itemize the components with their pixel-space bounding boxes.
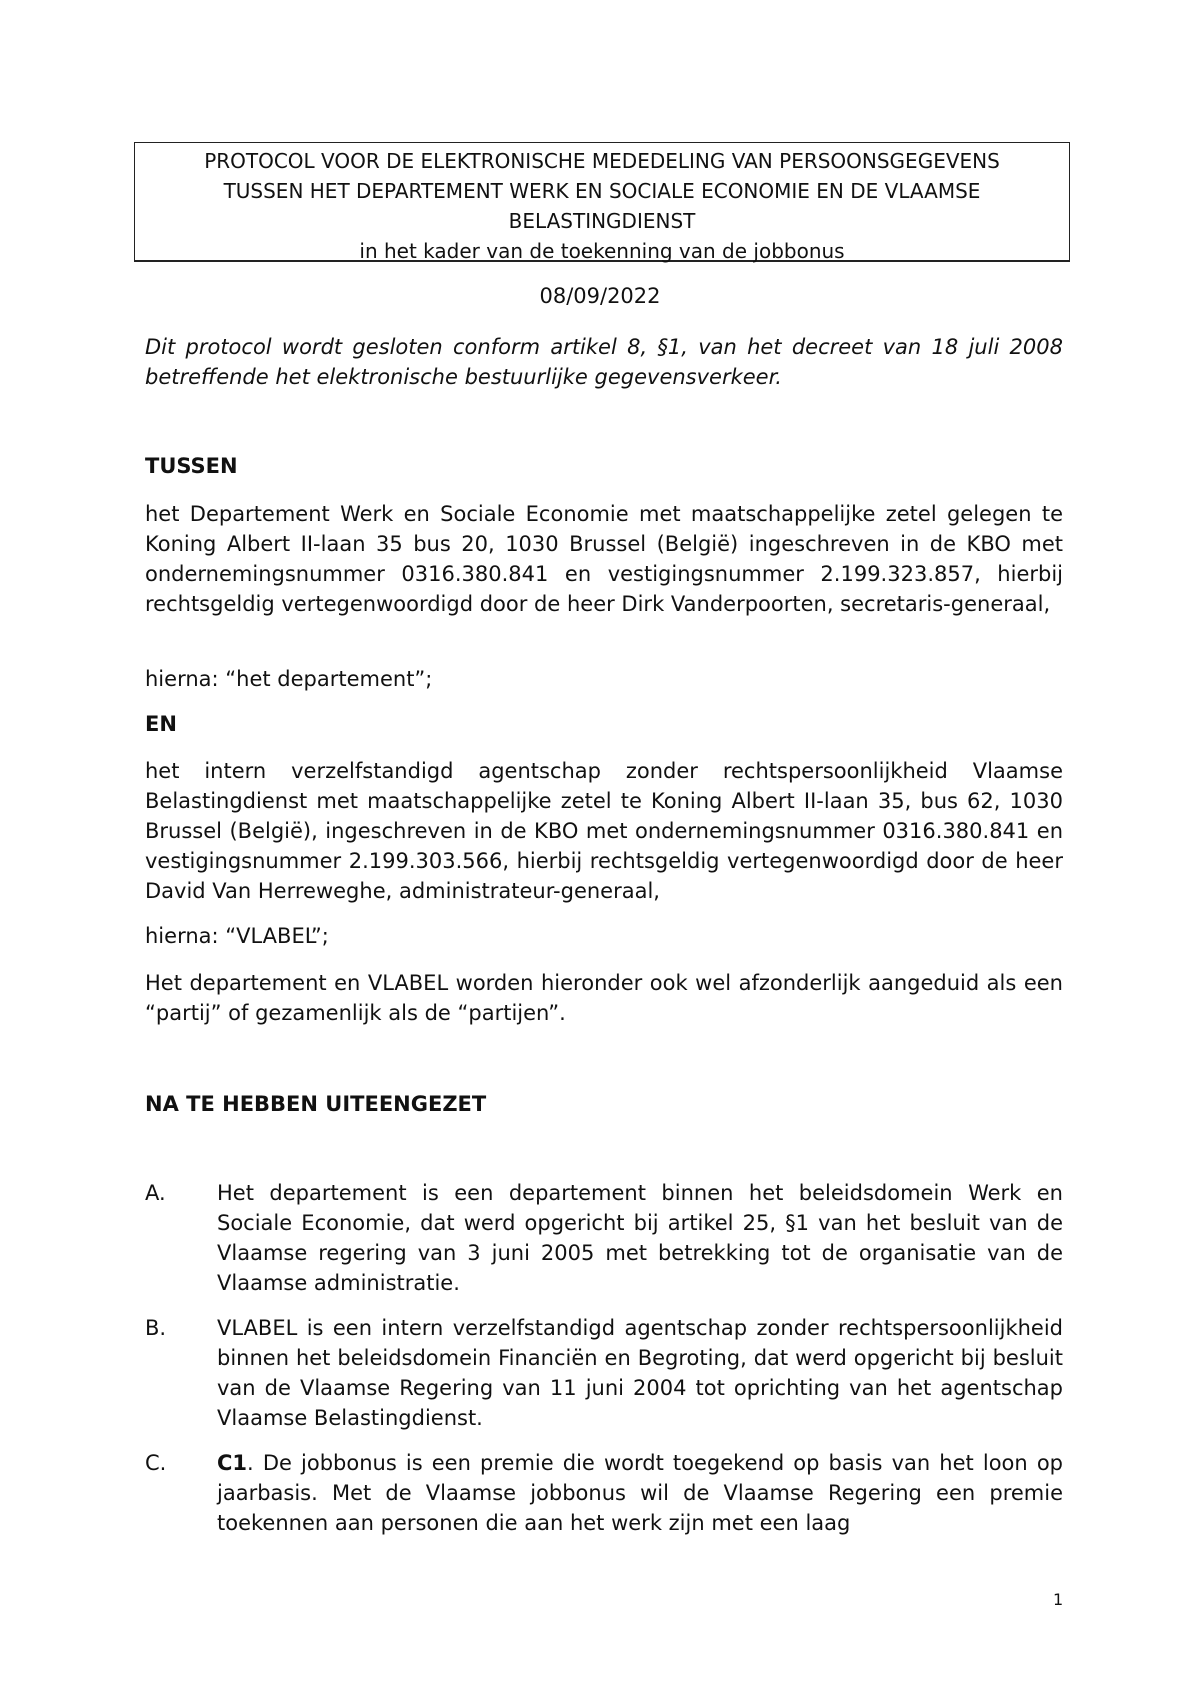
party1-paragraph bbox=[145, 499, 1063, 619]
list-letter: C. bbox=[145, 1451, 167, 1475]
title-box bbox=[134, 142, 1070, 262]
list-item-text: VLABEL is een intern verzelfstandigd agentschap zonder rechtspersoonlijkheid binnen het beleidsdomein Financiën en Begroting, dat werd opgericht bij besluit van de Vlaamse Regering van 11 juni 2004 tot oprichting van het agentschap Vlaamse Belastingdienst. bbox=[217, 1316, 1063, 1430]
party1-alias bbox=[145, 664, 1063, 694]
parties-note-text: Het departement en VLABEL worden hieronder ook wel afzonderlijk aangeduid als een “partij” of gezamenlijk als de “partijen”. bbox=[145, 971, 1063, 1025]
tussen-heading: TUSSEN bbox=[145, 454, 238, 478]
list-letter: B. bbox=[145, 1316, 167, 1340]
parties-note bbox=[145, 968, 1063, 1028]
party2-alias-text: hierna: “VLABEL”; bbox=[145, 924, 329, 948]
party2-alias bbox=[145, 921, 1063, 951]
en-heading: EN bbox=[145, 712, 177, 736]
list-letter: A. bbox=[145, 1181, 166, 1205]
document-date: 08/09/2022 bbox=[539, 284, 661, 308]
title-subtitle: in het kader van de toekenning van de jobbonus bbox=[359, 239, 845, 263]
list-item-prefix: C1 bbox=[217, 1451, 248, 1475]
list-item-text: . De jobbonus is een premie die wordt toegekend op basis van het loon op jaarbasis. Met de Vlaamse jobbonus wil de Vlaamse Regering een premie toekennen aan personen die aan het werk zijn met een laag bbox=[217, 1451, 1063, 1535]
party1-text: het Departement Werk en Sociale Economie met maatschappelijke zetel gelegen te Koning Albert II-laan 35 bus 20, 1030 Brussel (België) ingeschreven in de KBO met ondernemingsnummer 0316.380.841 en vestigingsnummer 2.199.323.857, hierbij rechtsgeldig vertegenwoordigd door de heer Dirk Vanderpoorten, secretaris-generaal, bbox=[145, 502, 1063, 616]
title-line-2: TUSSEN HET DEPARTEMENT WERK EN SOCIALE ECONOMIE EN DE VLAAMSE bbox=[223, 179, 981, 203]
intro-paragraph bbox=[145, 332, 1063, 392]
page-number: 1 bbox=[1053, 1590, 1064, 1609]
intro-text: Dit protocol wordt gesloten conform artikel 8, §1, van het decreet van 18 juli 2008 betreffende het elektronische bestuurlijke gegevensverkeer. bbox=[145, 335, 1063, 389]
title-line-1: PROTOCOL VOOR DE ELEKTRONISCHE MEDEDELING VAN PERSOONSGEGEVENS bbox=[204, 149, 1000, 173]
party1-alias-text: hierna: “het departement”; bbox=[145, 667, 433, 691]
title-line-3: BELASTINGDIENST bbox=[508, 209, 696, 233]
party2-paragraph bbox=[145, 756, 1063, 906]
uiteengezet-heading: NA TE HEBBEN UITEENGEZET bbox=[145, 1092, 487, 1116]
party2-text: het intern verzelfstandigd agentschap zonder rechtspersoonlijkheid Vlaamse Belastingdienst met maatschappelijke zetel te Koning Albert II-laan 35, bus 62, 1030 Brussel (België), ingeschreven in de KBO met ondernemingsnummer 0316.380.841 en vestigingsnummer 2.199.303.566, hierbij rechtsgeldig vertegenwoordigd door de heer David Van Herreweghe, administrateur-generaal, bbox=[145, 759, 1063, 903]
list-item-c bbox=[145, 1448, 1063, 1538]
list-item-text: Het departement is een departement binnen het beleidsdomein Werk en Sociale Economie, dat werd opgericht bij artikel 25, §1 van het besluit van de Vlaamse regering van 3 juni 2005 met betrekking tot de organisatie van de Vlaamse administratie. bbox=[217, 1181, 1063, 1295]
list-item-b bbox=[145, 1313, 1063, 1433]
list-item-a bbox=[145, 1178, 1063, 1298]
list-item-body bbox=[217, 1448, 1063, 1538]
